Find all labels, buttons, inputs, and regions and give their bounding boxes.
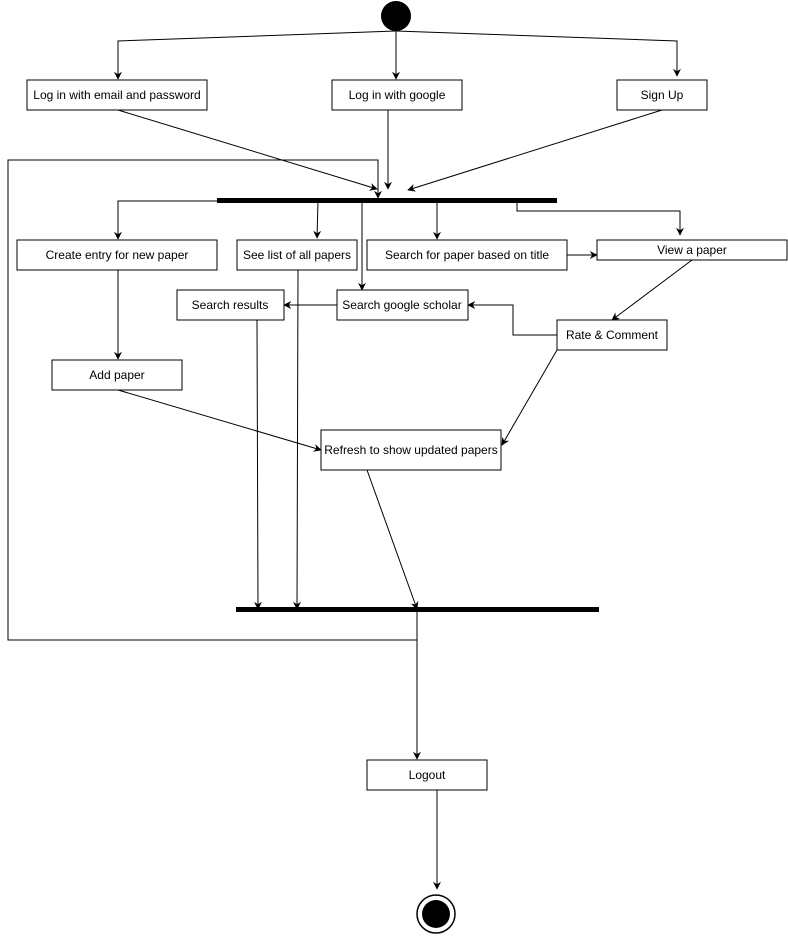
edge-fork-view-paper — [517, 201, 680, 235]
node-login-google — [332, 80, 462, 110]
edge-start-login-email — [118, 31, 396, 79]
edge-rate-refresh — [502, 350, 557, 445]
node-create-entry — [17, 240, 217, 270]
edge-fork-create-entry — [118, 201, 217, 239]
node-label: See list of all papers — [242, 248, 352, 262]
edge-refresh-join — [367, 470, 417, 609]
edge-search-results-join — [257, 320, 258, 609]
node-label: Add paper — [89, 368, 145, 382]
node-label: Search results — [191, 298, 269, 312]
node-label: Sign Up — [640, 88, 684, 102]
fork-bar — [217, 198, 557, 203]
node-see-list — [237, 240, 357, 270]
node-refresh — [321, 430, 501, 470]
node-add-paper — [52, 360, 182, 390]
node-label: Log in with google — [348, 88, 446, 102]
edge-join-loop-fork — [8, 160, 417, 640]
node-label: Rate & Comment — [565, 328, 659, 342]
edge-view-paper-rate — [612, 260, 692, 320]
node-label: Search for paper based on title — [384, 248, 550, 262]
edge-start-sign-up — [396, 31, 677, 76]
node-label: Search google scholar — [342, 298, 462, 312]
node-rate-comment — [557, 320, 667, 350]
node-search-scholar — [337, 290, 468, 320]
node-label: Create entry for new paper — [45, 248, 189, 262]
start-node — [381, 1, 411, 31]
edge-sign-up-fork — [408, 110, 662, 190]
edge-add-paper-refresh — [118, 390, 321, 450]
edge-rate-search-scholar — [468, 305, 557, 335]
edge-see-list-join — [297, 270, 298, 609]
node-label: View a paper — [657, 243, 727, 257]
node-logout — [367, 760, 487, 790]
node-sign-up — [617, 80, 707, 110]
edge-login-email-fork — [118, 110, 377, 189]
node-search-title — [367, 240, 567, 270]
end-node-inner — [422, 900, 450, 928]
node-label: Refresh to show updated papers — [324, 443, 498, 457]
node-search-results — [177, 290, 284, 320]
node-view-paper — [597, 240, 787, 260]
node-label: Log in with email and password — [33, 88, 201, 102]
node-login-email — [27, 80, 207, 110]
join-bar — [236, 607, 599, 612]
edge-fork-see-list — [317, 201, 318, 238]
node-label: Logout — [408, 768, 446, 782]
